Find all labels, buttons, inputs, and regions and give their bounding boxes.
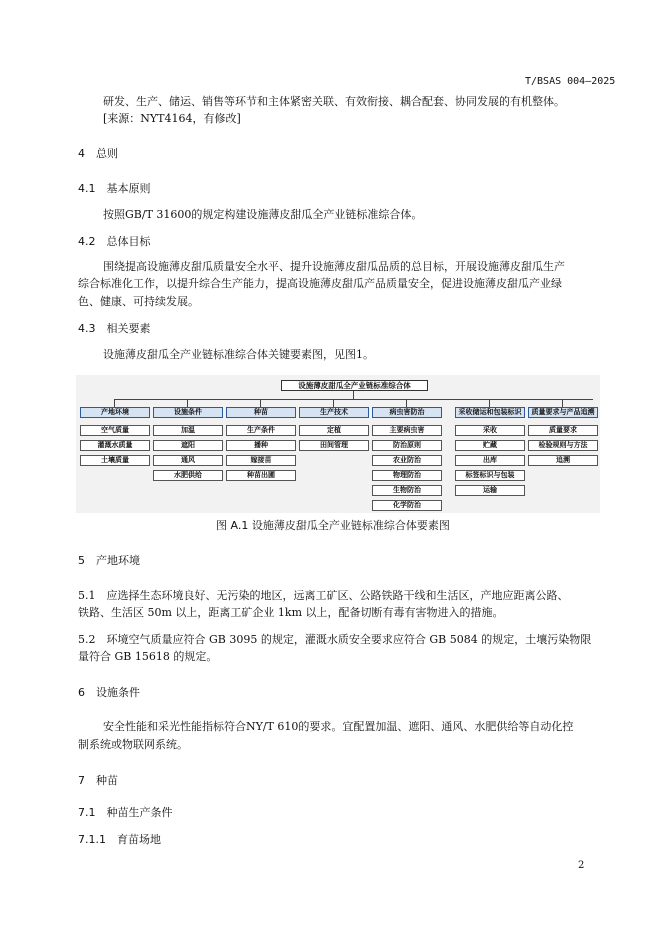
element-box: 质量要求 [528, 425, 598, 436]
element-box: 遮阳 [153, 440, 223, 451]
subsection-heading: 4.2 总体目标 [78, 235, 151, 248]
element-box: 加温 [153, 425, 223, 436]
paragraph-line: 设施薄皮甜瓜全产业链标准综合体关键要素图，见图1。 [103, 348, 374, 361]
element-box: 嫁接苗 [226, 455, 296, 466]
paragraph-line: 色、健康、可持续发展。 [78, 295, 199, 308]
category-box: 设施条件 [153, 407, 223, 418]
element-box: 物理防治 [372, 470, 442, 481]
connector [353, 391, 354, 399]
subsection-heading: 4.3 相关要素 [78, 322, 151, 335]
element-box: 定植 [299, 425, 369, 436]
diagram-root-box: 设施薄皮甜瓜全产业链标准综合体 [281, 380, 428, 391]
elements-diagram [76, 375, 600, 513]
element-box: 主要病虫害 [372, 425, 442, 436]
element-box: 水肥供给 [153, 470, 223, 481]
element-box: 农业防治 [372, 455, 442, 466]
connector [406, 399, 407, 407]
connector [562, 399, 563, 407]
section-heading: 4 总则 [78, 147, 118, 160]
category-box: 采收储运和包装标识 [455, 407, 525, 418]
connector [187, 399, 188, 407]
element-box: 空气质量 [80, 425, 150, 436]
element-box: 播种 [226, 440, 296, 451]
paragraph-line: 铁路、生活区 50m 以上，距离工矿企业 1km 以上，配备切断有毒有害物进入的措施。 [78, 606, 504, 619]
element-box: 种苗出圃 [226, 470, 296, 481]
paragraph-line: 5.1 应选择生态环境良好、无污染的地区，远离工矿区、公路铁路干线和生活区，产地应距离公路、 [78, 589, 569, 602]
paragraph-line: 量符合 GB 15618 的规定。 [78, 650, 218, 663]
category-box: 生产技术 [299, 407, 369, 418]
element-box: 出库 [455, 455, 525, 466]
element-box: 化学防治 [372, 500, 442, 511]
connector [333, 399, 334, 407]
element-box: 田间管理 [299, 440, 369, 451]
subsection-heading: 7.1.1 育苗场地 [78, 833, 161, 846]
connector [260, 399, 261, 407]
category-box: 病虫害防治 [372, 407, 442, 418]
paragraph-line: 按照GB/T 31600的规定构建设施薄皮甜瓜全产业链标准综合体。 [103, 208, 423, 221]
element-box: 贮藏 [455, 440, 525, 451]
paragraph-line: 研发、生产、储运、销售等环节和主体紧密关联、有效衔接、耦合配套、协同发展的有机整体。 [103, 95, 565, 108]
element-box: 追溯 [528, 455, 598, 466]
section-heading: 5 产地环境 [78, 554, 140, 567]
connector [114, 399, 593, 400]
category-box: 种苗 [226, 407, 296, 418]
element-box: 土壤质量 [80, 455, 150, 466]
section-heading: 7 种苗 [78, 774, 118, 787]
element-box: 采收 [455, 425, 525, 436]
subsection-heading: 7.1 种苗生产条件 [78, 806, 173, 819]
element-box: 通风 [153, 455, 223, 466]
element-box: 运输 [455, 485, 525, 496]
category-box: 产地环境 [80, 407, 150, 418]
connector [489, 399, 490, 407]
paragraph-line: 安全性能和采光性能指标符合NY/T 610的要求。宜配置加温、遮阳、通风、水肥供给等自动化控 [103, 720, 574, 733]
category-box: 质量要求与产品追溯 [528, 407, 598, 418]
source-note: [来源：NYT4164，有修改] [103, 112, 241, 125]
element-box: 标签标识与包装 [455, 470, 525, 481]
paragraph-line: 制系统或物联网系统。 [78, 738, 188, 751]
section-heading: 6 设施条件 [78, 686, 140, 699]
subsection-heading: 4.1 基本原则 [78, 182, 151, 195]
paragraph-line: 5.2 环境空气质量应符合 GB 3095 的规定，灌溉水质安全要求应符合 GB 5084 的规定，土壤污染物限 [78, 633, 592, 646]
paragraph-line: 综合标准化工作，以提升综合生产能力，提高设施薄皮甜瓜产品质量安全，促进设施薄皮甜瓜产业绿 [78, 277, 562, 290]
document-id: T/BSAS 004—2025 [525, 76, 616, 87]
element-box: 防治原则 [372, 440, 442, 451]
paragraph-line: 围绕提高设施薄皮甜瓜质量安全水平、提升设施薄皮甜瓜品质的总目标，开展设施薄皮甜瓜生产 [103, 260, 565, 273]
connector [114, 399, 115, 407]
figure-caption: 图 A.1 设施薄皮甜瓜全产业链标准综合体要素图 [216, 519, 450, 532]
page-number: 2 [578, 860, 585, 871]
element-box: 检验规则与方法 [528, 440, 598, 451]
element-box: 生产条件 [226, 425, 296, 436]
element-box: 灌溉水质量 [80, 440, 150, 451]
element-box: 生物防治 [372, 485, 442, 496]
